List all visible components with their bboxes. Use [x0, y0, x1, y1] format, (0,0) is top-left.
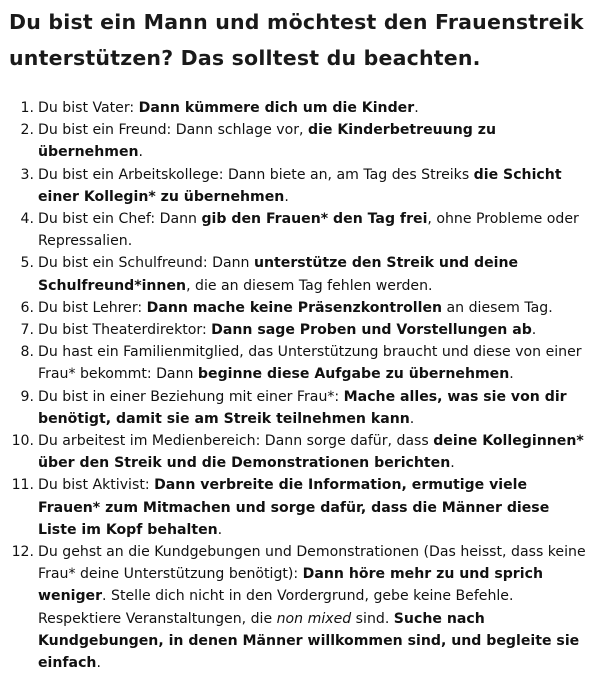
list-item-number: 1.: [20, 100, 34, 116]
list-item: [20, 319, 592, 341]
emphasis-text: Dann höre mehr zu und sprich weniger: [38, 566, 543, 605]
emphasis-text: Mache alles, was sie von dir benötigt, damit sie am Streik teilnehmen kann: [38, 388, 567, 427]
body-text: Du bist Aktivist:: [38, 477, 155, 494]
body-text: Du gehst an die Kundgebungen und Demonstrationen (Das heisst, dass keine Frau* deine Unterstützung benötigt):: [38, 544, 586, 583]
body-text: Du bist ein Schulfreund: Dann: [38, 255, 254, 272]
body-text: .: [217, 521, 223, 538]
body-text: Du bist ein Freund: Dann schlage vor,: [38, 122, 308, 139]
body-text: Du bist Vater:: [38, 100, 139, 116]
list-item: [20, 386, 592, 430]
emphasis-text: deine Kolleginnen* über den Streik und die Demonstrationen berichten: [38, 433, 584, 472]
list-item-number: 12.: [11, 544, 34, 561]
list-item-number: 10.: [11, 433, 34, 450]
body-text: .: [414, 100, 419, 116]
body-text: Du arbeitest im Medienbereich: Dann sorge dafür, dass: [38, 433, 434, 450]
emphasis-text: Dann verbreite die Information, ermutige viele Frauen* zum Mitmachen und sorge dafür, dass die Männer diese Liste im Kopf behalten: [38, 477, 550, 538]
body-text: Du bist Lehrer:: [38, 299, 147, 316]
list-item: [20, 208, 592, 252]
emphasis-text: beginne diese Aufgabe zu übernehmen: [197, 366, 510, 383]
emphasis-text: die Kinderbetreuung zu übernehmen: [38, 122, 496, 161]
list-item-number: 6.: [20, 299, 34, 316]
body-text: sind.: [351, 610, 394, 627]
list-item: [20, 341, 592, 385]
italic-text: non mixed: [276, 610, 352, 627]
emphasis-text: unterstütze den Streik und deine Schulfreund*innen: [38, 255, 519, 294]
list-item-number: 5.: [20, 255, 34, 272]
body-text: .: [409, 410, 415, 427]
emphasis-text: Dann mache keine Präsenzkontrollen: [146, 299, 443, 316]
body-text: Du hast ein Familienmitglied, das Unterstützung braucht und diese von einer Frau* bekommt: Dann: [38, 344, 582, 383]
body-text: Du bist in einer Beziehung mit einer Frau*:: [38, 388, 344, 405]
list-item: [20, 97, 592, 119]
list-item-number: 11.: [11, 477, 34, 494]
emphasis-text: die Schicht einer Kollegin* zu übernehmen: [38, 166, 562, 205]
list-item: [11, 541, 592, 674]
emphasis-text: Suche nach Kundgebungen, in denen Männer willkommen sind, und begleite sie einfach: [38, 610, 580, 672]
list-item: [20, 164, 592, 208]
body-text: .: [284, 188, 289, 205]
body-text: , die an diesem Tag fehlen werden.: [186, 277, 433, 294]
list-item: [11, 430, 592, 474]
body-text: Du bist ein Arbeitskollege: Dann biete an, am Tag des Streiks: [38, 166, 474, 183]
body-text: , ohne Probleme oder Repressalien.: [38, 211, 579, 250]
list-item: [11, 474, 592, 541]
emphasis-text: Dann kümmere dich um die Kinder: [138, 100, 415, 116]
body-text: .: [450, 455, 455, 472]
body-text: .: [96, 655, 101, 672]
list-item: [20, 252, 592, 296]
body-text: Du bist Theaterdirektor:: [38, 322, 212, 339]
list-item-number: 2.: [20, 122, 34, 139]
list-item-number: 3.: [20, 166, 34, 183]
body-text: .: [138, 144, 144, 161]
list-item: [20, 119, 592, 163]
list-item: [20, 297, 592, 319]
body-text: .: [509, 366, 514, 383]
page-title: Du bist ein Mann und möchtest den Frauenstreik unterstützen? Das solltest du beachten.: [9, 10, 584, 70]
list-item-number: 7.: [20, 322, 34, 339]
list-item-number: 9.: [20, 388, 34, 405]
body-text: .: [531, 322, 537, 339]
body-text: . Stelle dich nicht in den Vordergrund, gebe keine Befehle. Respektiere Veranstaltungen, die: [38, 588, 514, 627]
list-item-number: 8.: [20, 344, 34, 361]
advice-list: [9, 97, 592, 674]
emphasis-text: Dann sage Proben und Vorstellungen ab: [211, 322, 532, 339]
emphasis-text: gib den Frauen* den Tag frei: [201, 211, 428, 228]
body-text: an diesem Tag.: [442, 299, 553, 316]
list-item-number: 4.: [20, 211, 34, 228]
body-text: Du bist ein Chef: Dann: [38, 211, 202, 228]
